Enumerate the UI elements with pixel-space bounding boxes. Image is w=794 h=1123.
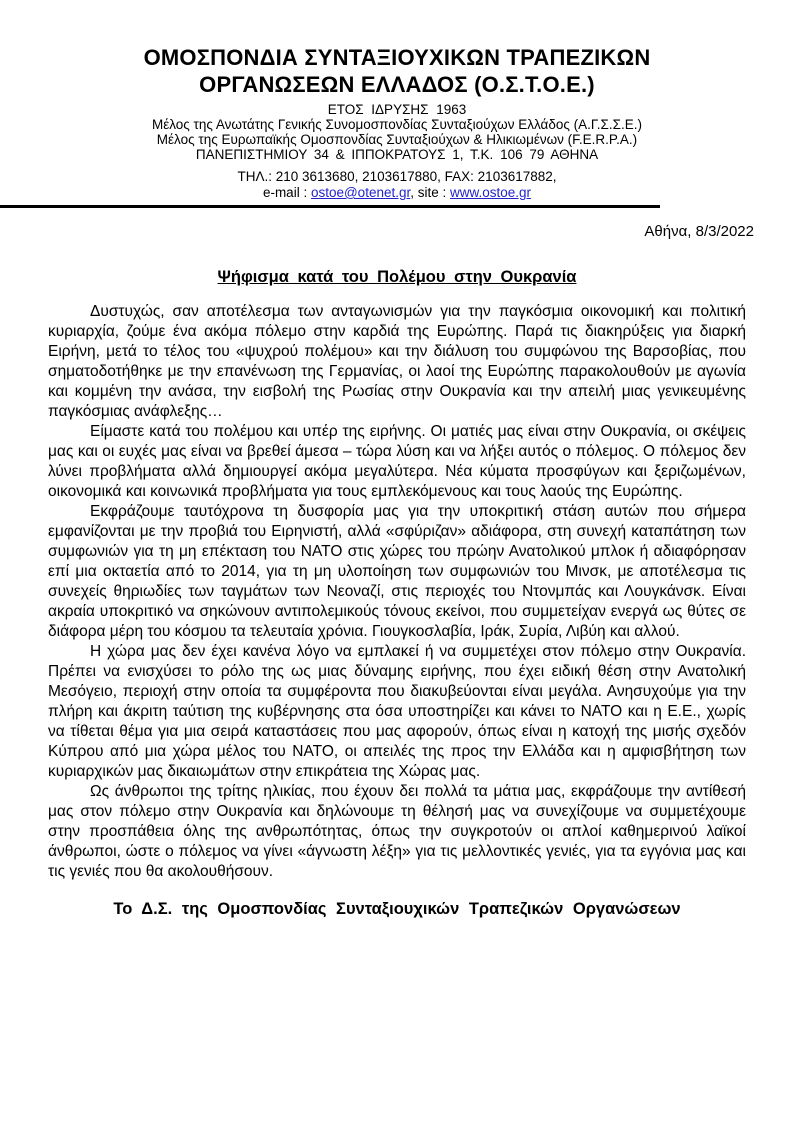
email-link[interactable]: ostoe@otenet.gr: [310, 185, 411, 200]
closing-signature-line: Το Δ.Σ. της Ομοσπονδίας Συνταξιουχικών Τραπεζικών Οργανώσεων: [113, 900, 681, 918]
document-title: [0, 267, 794, 287]
letterhead: [0, 0, 794, 200]
founding-year-line: ΕΤΟΣ ΙΔΡΥΣΗΣ 1963: [327, 102, 467, 117]
site-label: site :: [417, 185, 451, 200]
organization-name: [0, 44, 794, 98]
paragraph-1: Δυστυχώς, σαν αποτέλεσμα των ανταγωνισμών για την παγκόσμια οικονομική και πολιτική κυριαρχία, ζούμε ένα ακόμα πόλεμο στην καρδιά της Ευρώπης. Παρά τις διακηρύξεις για διαρκή Ειρήνη, μετά το τέλος του «ψυχρού πολέμου» και την διάλυση του συμφώνου της Βαρσοβίας, που σηματοδοτήθηκε με την επανένωση της Γερμανίας, οι λαοί της Ευρώπης παρακολουθούν με αγωνία και κομμένη την ανάσα, την εισβολή της Ρωσίας στην Ουκρανία και την απειλή μιας γενικευμένης παγκόσμιας ανάφλεξης…: [48, 303, 746, 420]
membership-line-agsse: Μέλος της Ανωτάτης Γενικής Συνομοσπονδίας Συνταξιούχων Ελλάδος (Α.Γ.Σ.Σ.Ε.): [151, 117, 642, 132]
paragraph-2: Είμαστε κατά του πολέμου και υπέρ της ειρήνης. Οι ματιές μας είναι στην Ουκρανία, οι σκέψεις μας και οι ευχές μας είναι να βρεθεί άμεσα – τώρα λύση και να λήξει αυτός ο πόλεμος. Ο πόλεμος δεν λύνει προβλήματα αλλά δημιουργεί ακόμα μεγαλύτερα. Νέα κύματα προσφύγων και ξεριζωμένων, οικονομικά και κοινωνικά προβλήματα για τους εμπλεκόμενους και τους λαούς της Ευρώπης.: [48, 423, 746, 500]
phone-fax-line: ΤΗΛ.: 210 3613680, 2103617880, FAX: 2103617882,: [237, 169, 557, 184]
organization-name-line1: ΟΜΟΣΠΟΝΔΙΑ ΣΥΝΤΑΞΙΟΥΧΙΚΩΝ ΤΡΑΠΕΖΙΚΩΝ: [143, 45, 651, 70]
email-site-line: [0, 185, 794, 200]
document-title-text: Ψήφισμα κατά του Πολέμου στην Ουκρανία: [217, 268, 577, 286]
address-line: ΠΑΝΕΠΙΣΤΗΜΙΟΥ 34 & ΙΠΠΟΚΡΑΤΟΥΣ 1, Τ.Κ. 106 79 ΑΘΗΝΑ: [195, 147, 599, 162]
paragraph-3: Εκφράζουμε ταυτόχρονα τη δυσφορία μας για την υποκριτική στάση αυτών που σήμερα εμφανίζονται με την προβιά του Ειρηνιστή, αλλά «σφύριζαν» αδιάφορα, στη συνεχή καταπάτηση των συμφωνιών για τη μη επέκταση του ΝΑΤΟ στις χώρες του πρώην Ανατολικού μπλοκ ή αδιαφόρησαν επί μια οκταετία από το 2014, για τη μη υλοποίηση των συμφωνιών του Μινσκ, με αποτέλεσμα τις συνεχείς θηριωδίες των ταγμάτων των Νεοναζί, στις περιοχές του Ντονμπάς και Λουγκάνσκ. Είναι ακραία υποκριτικό να σηκώνουν αντιπολεμικούς τόνους εκείνοι, που συμμετείχαν ενεργά ως θύτες σε διάφορα μέρη του κόσμου τα τελευταία χρόνια. Γιουγκοσλαβία, Ιράκ, Συρία, Λιβύη και αλλού.: [48, 503, 746, 640]
site-link[interactable]: www.ostoe.gr: [450, 185, 532, 200]
organization-name-line2: ΟΡΓΑΝΩΣΕΩΝ ΕΛΛΑΔΟΣ (Ο.Σ.Τ.Ο.Ε.): [199, 72, 595, 97]
paragraph-5: Ως άνθρωποι της τρίτης ηλικίας, που έχουν δει πολλά τα μάτια μας, εκφράζουμε την αντίθεσή μας στον πόλεμο στην Ουκρανία και δηλώνουμε τη θέλησή μας να συνεχίζουμε να συμμετέχουμε στην προσπάθεια όλης της ανθρωπότητας, όπως την συγκροτούν οι απλοί καθημερινού λαϊκοί άνθρωποι, ώστε ο πόλεμος να γίνει «άγνωστη λέξη» για τις μελλοντικές γενιές, για τα εγγόνια μας και τις γενιές που θα ακολουθήσουν.: [48, 783, 746, 880]
date-line: Αθήνα, 8/3/2022: [644, 223, 754, 240]
email-label: e-mail :: [262, 185, 311, 200]
document-body: [48, 302, 746, 882]
membership-line-ferpa: Μέλος της Ευρωπαϊκής Ομοσπονδίας Συνταξιούχων & Ηλικιωμένων (F.E.R.P.A.): [156, 132, 638, 147]
email-site-separator: ,: [410, 185, 418, 200]
paragraph-4: Η χώρα μας δεν έχει κανένα λόγο να εμπλακεί ή να συμμετέχει στον πόλεμο στην Ουκρανία. Πρέπει να ενισχύσει το ρόλο της ως μιας δύναμης ειρήνης, που έχει ειδική θέση στην Ανατολική Μεσόγειο, περιοχή στην οποία τα συμφέροντα που διακυβεύονται είναι μεγάλα. Ανησυχούμε για την πλήρη και άκριτη ταύτιση της κυβέρνησης στα όσα υποστηρίζει και κάνει το ΝΑΤΟ και η Ε.Ε., χωρίς να τίθεται θέμα για μια σειρά καταστάσεις που μας αφορούν, όπως είναι η κατοχή της μισής σχεδόν Κύπρου από μια χώρα μέλος του ΝΑΤΟ, οι απειλές της προς την Ελλάδα και η αμφισβήτηση των κυριαρχικών μας δικαιωμάτων στην επικράτεια της Χώρας μας.: [48, 643, 746, 780]
letterhead-divider-rule: [0, 205, 660, 208]
